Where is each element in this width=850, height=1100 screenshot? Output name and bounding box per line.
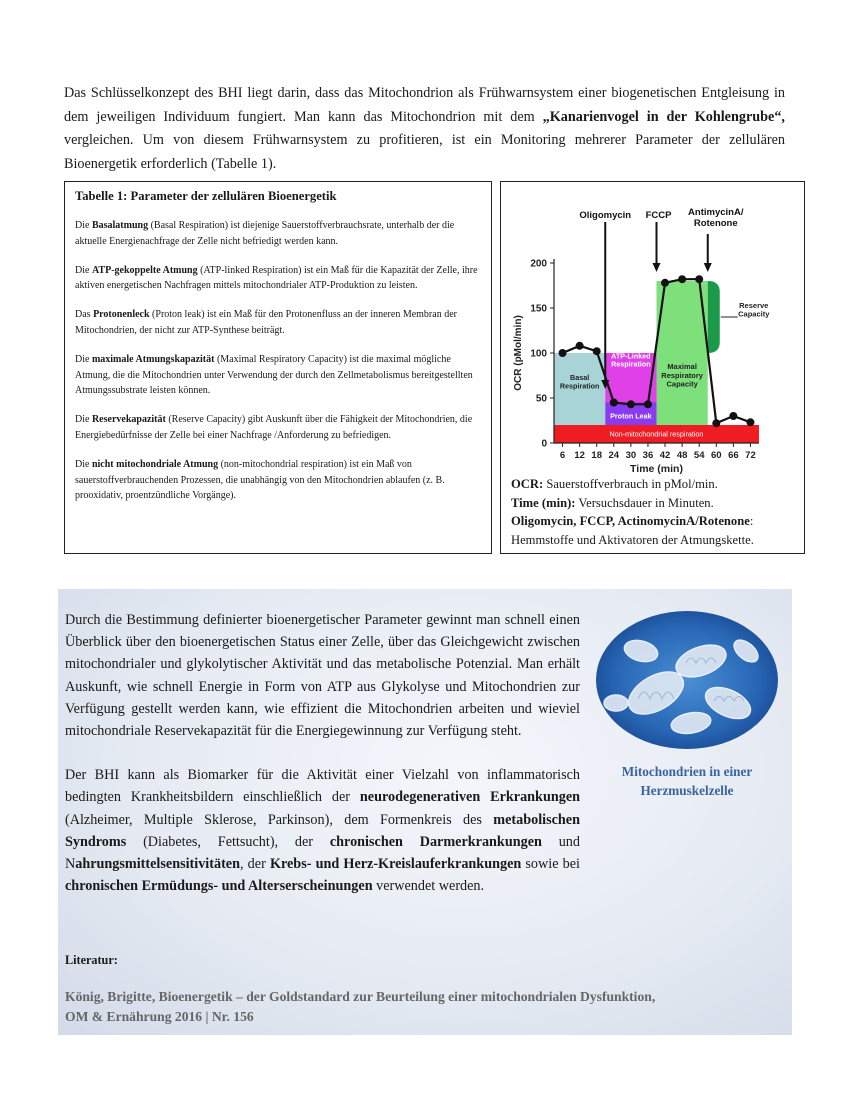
panel-paragraph-2 (65, 764, 580, 897)
parameter-prefix: Die (75, 220, 92, 231)
highlighted-term: neurodegenerativen Erkrankungen (359, 789, 581, 806)
reserve-label: Reserve Capacity (738, 301, 770, 319)
panel-paragraph-1: Durch die Bestimmung definierter bioenergetischer Parameter gewinnt man schnell einen Überblick über den bioenergetischen Status einer Zelle, über das Gleichgewicht zwischen mitochondrialer und glykolytischer Aktivität und das metabolische Potenzial. Man erhält Auskunft, wie schnell Energie in Form von ATP aus Glykolyse und Mitochondrien zur Verfügung gestellt werden kann, wie effizient die Mitochondrien arbeiten und wieviel mitochondriale Reservekapazität für die Energiegewinnung zur Verfügung steht. (65, 612, 580, 740)
parameter-term: Reservekapazität (91, 414, 166, 426)
x-tick-label: 24 (608, 450, 620, 461)
paragraph-text: verwendet werden. (372, 878, 485, 895)
parameter-term: maximale Atmungskapazität (91, 354, 215, 366)
paragraph-text: (Alzheimer, Multiple Sklerose, Parkinson), dem Formenkreis des (65, 811, 494, 828)
y-tick-label: 150 (530, 303, 547, 315)
parameter-description: (ATP-linked Respiration) ist ein Maß für die Kapazität der Zelle, ihre aktiven energetischen Nachfragen mittels mitochondrialer ATP-Produktion zu leisten. (75, 264, 478, 292)
paragraph-text: , der (239, 856, 270, 873)
chart-caption (511, 475, 801, 549)
ocr-chart-box (500, 181, 805, 554)
parameter-term: Basalatmung (91, 220, 149, 231)
parameter-description: (non-mitochondrial respiration) ist ein Maß von sauerstoffverbrauchenden Prozessen, die unabhängig von den Mitochondrien ablaufen (z. B. prooxidativ, proentzündliche Vorgänge). (75, 459, 445, 502)
region-label-nonmito: Non-mitochondrial respiration (609, 429, 704, 439)
parameter-item (75, 307, 481, 338)
injection-arrow-head (653, 263, 661, 272)
x-tick-label: 12 (574, 450, 585, 461)
x-tick-label: 36 (642, 450, 654, 461)
paragraph-text: sowie bei (521, 856, 580, 873)
x-tick-label: 30 (625, 450, 637, 461)
ocr-data-point (559, 349, 567, 357)
literature-line-2: OM & Ernährung 2016 | Nr. 156 (65, 1008, 254, 1024)
parameter-table (64, 181, 492, 554)
intro-paragraph (64, 82, 785, 176)
ocr-data-point (729, 412, 737, 420)
parameter-prefix: Die (75, 459, 92, 471)
ocr-data-point (678, 275, 686, 283)
ocr-data-point (610, 399, 618, 407)
highlighted-term: metabolischen Syndroms (65, 811, 580, 850)
x-tick-label: 60 (711, 450, 722, 461)
x-axis-label: Time (min) (630, 463, 683, 475)
caption-inhibitor-term: Oligomycin, FCCP, ActinomycinA/Rotenone (511, 514, 750, 528)
parameter-description: (Proton leak) ist ein Maß für den Protonenfluss an der inneren Membran der Mitochondrien, der nicht zur ATP-Synthese beiträgt. (75, 309, 457, 336)
parameter-prefix: Die (75, 414, 92, 426)
intro-text-1: Das Schlüsselkonzept des BHI liegt darin, dass das Mitochondrion als Frühwarnsystem einer biogenetischen Entgleisung in dem jeweiligen Individuum fungiert. Man kann das Mitochondrion mit dem (64, 85, 785, 125)
parameter-item (75, 457, 481, 504)
ocr-data-point (661, 279, 669, 287)
info-panel (58, 589, 792, 1035)
region-label-atp: ATP-Linked Respiration (611, 351, 651, 369)
ocr-data-point (695, 275, 703, 283)
image-caption: Mitochondrien in einer Herzmuskelzelle (621, 764, 753, 798)
y-tick-label: 0 (541, 438, 547, 450)
x-tick-label: 48 (676, 450, 688, 461)
highlighted-term: ahrungsmittelsensitivitäten (75, 856, 240, 873)
caption-inhibitor-text: : Hemmstoffe und Aktivatoren der Atmungskette. (511, 514, 754, 547)
parameter-description: (Basal Respiration) ist diejenige Sauerstoffverbrauchsrate, unterhalb der die aktuelle Energienachfrage der Zelle nicht befriedigt werden kann. (75, 220, 455, 247)
y-axis-label: OCR (pMol/min) (513, 315, 524, 391)
parameter-term: Protonenleck (93, 309, 150, 321)
ocr-chart (501, 182, 804, 477)
region-3 (657, 281, 708, 425)
reserve-capacity-bracket (708, 281, 720, 353)
parameter-item (75, 412, 481, 443)
region-label-maximal: Maximal Respiratory Capacity (661, 362, 703, 389)
caption-ocr-text: Sauerstoffverbrauch in pMol/min. (543, 477, 718, 491)
ocr-data-point (746, 418, 754, 426)
highlighted-term: chronischen Darmerkrankungen (329, 833, 542, 850)
y-tick-label: 100 (530, 348, 547, 360)
ocr-data-point (576, 342, 584, 350)
parameter-description: (Reserve Capacity) gibt Auskunft über die Fähigkeit der Mitochondrien, die Energiebedürfnisse der Zelle bei einer Nachfrage /Anforderung zu befriedigen. (75, 414, 473, 441)
intro-text-2: vergleichen. Um von diesem Frühwarnsystem zu profitieren, ist ein Monitoring mehrerer Parameter der zellulären Bioenergetik erforderlich (Tabelle 1). (64, 132, 785, 172)
injection-label: AntimycinA/ Rotenone (688, 207, 744, 229)
parameter-item (75, 352, 481, 399)
parameter-prefix: Die (75, 264, 92, 276)
x-tick-label: 42 (659, 450, 671, 461)
y-tick-label: 50 (535, 393, 547, 405)
parameter-description: (Maximal Respiratory Capacity) ist die maximal mögliche Atmung, die die Mitochondrien unter Verwendung der durch den Zellmetabolismus bereitgestellten Atmungssubstrate leisten können. (75, 354, 473, 397)
parameter-term: ATP-gekoppelte Atmung (91, 264, 198, 276)
paragraph-text: (Diabetes, Fettsucht), der (126, 833, 330, 850)
highlighted-term: Krebs- und Herz-Kreislauferkrankungen (269, 856, 522, 873)
injection-label: FCCP (645, 210, 672, 221)
caption-ocr-term: OCR: (511, 477, 544, 491)
caption-time-term: Time (min): (511, 495, 576, 510)
literature-line-1: König, Brigitte, Bioenergetik – der Goldstandard zur Beurteilung einer mitochondrialen Dysfunktion, (65, 989, 656, 1004)
parameter-term: nicht mitochondriale Atmung (91, 459, 219, 471)
table-title: Tabelle 1: Parameter der zellulären Bioenergetik (75, 189, 337, 203)
parameter-list (75, 218, 481, 504)
injection-arrow-head (704, 263, 712, 272)
ocr-data-point (712, 419, 720, 427)
paragraph-text: und N (65, 833, 580, 873)
x-tick-label: 6 (559, 450, 566, 461)
parameter-item (75, 218, 481, 249)
x-tick-label: 54 (693, 450, 705, 461)
parameter-prefix: Das (75, 309, 94, 321)
literature-reference (65, 987, 765, 1026)
region-label-basal: Basal Respiration (559, 373, 600, 391)
paragraph-text: Der BHI kann als Biomarker für die Aktivität einer Vielzahl von inflammatorisch bedingten Krankheitsbildern einschließlich der (65, 767, 580, 806)
ocr-data-point (644, 400, 652, 408)
ocr-data-point (593, 347, 601, 355)
ocr-data-point (627, 400, 635, 408)
panel-text (65, 609, 580, 919)
literature-title: Literatur: (65, 953, 118, 967)
region-label-proton: Proton Leak (610, 411, 652, 421)
highlighted-term: chronischen Ermüdungs- und Alterserscheinungen (65, 878, 373, 895)
x-tick-label: 66 (728, 450, 739, 461)
injection-label: Oligomycin (579, 210, 632, 221)
y-tick-label: 200 (530, 258, 547, 270)
caption-time-text: Versuchsdauer in Minuten. (575, 495, 714, 510)
intro-highlight: „Kanarienvogel in der Kohlengrube“, (542, 108, 785, 125)
parameter-prefix: Die (75, 354, 92, 366)
parameter-item (75, 263, 481, 294)
x-tick-label: 72 (745, 450, 756, 461)
mitochondria-image (596, 611, 778, 749)
x-tick-label: 18 (591, 450, 602, 461)
